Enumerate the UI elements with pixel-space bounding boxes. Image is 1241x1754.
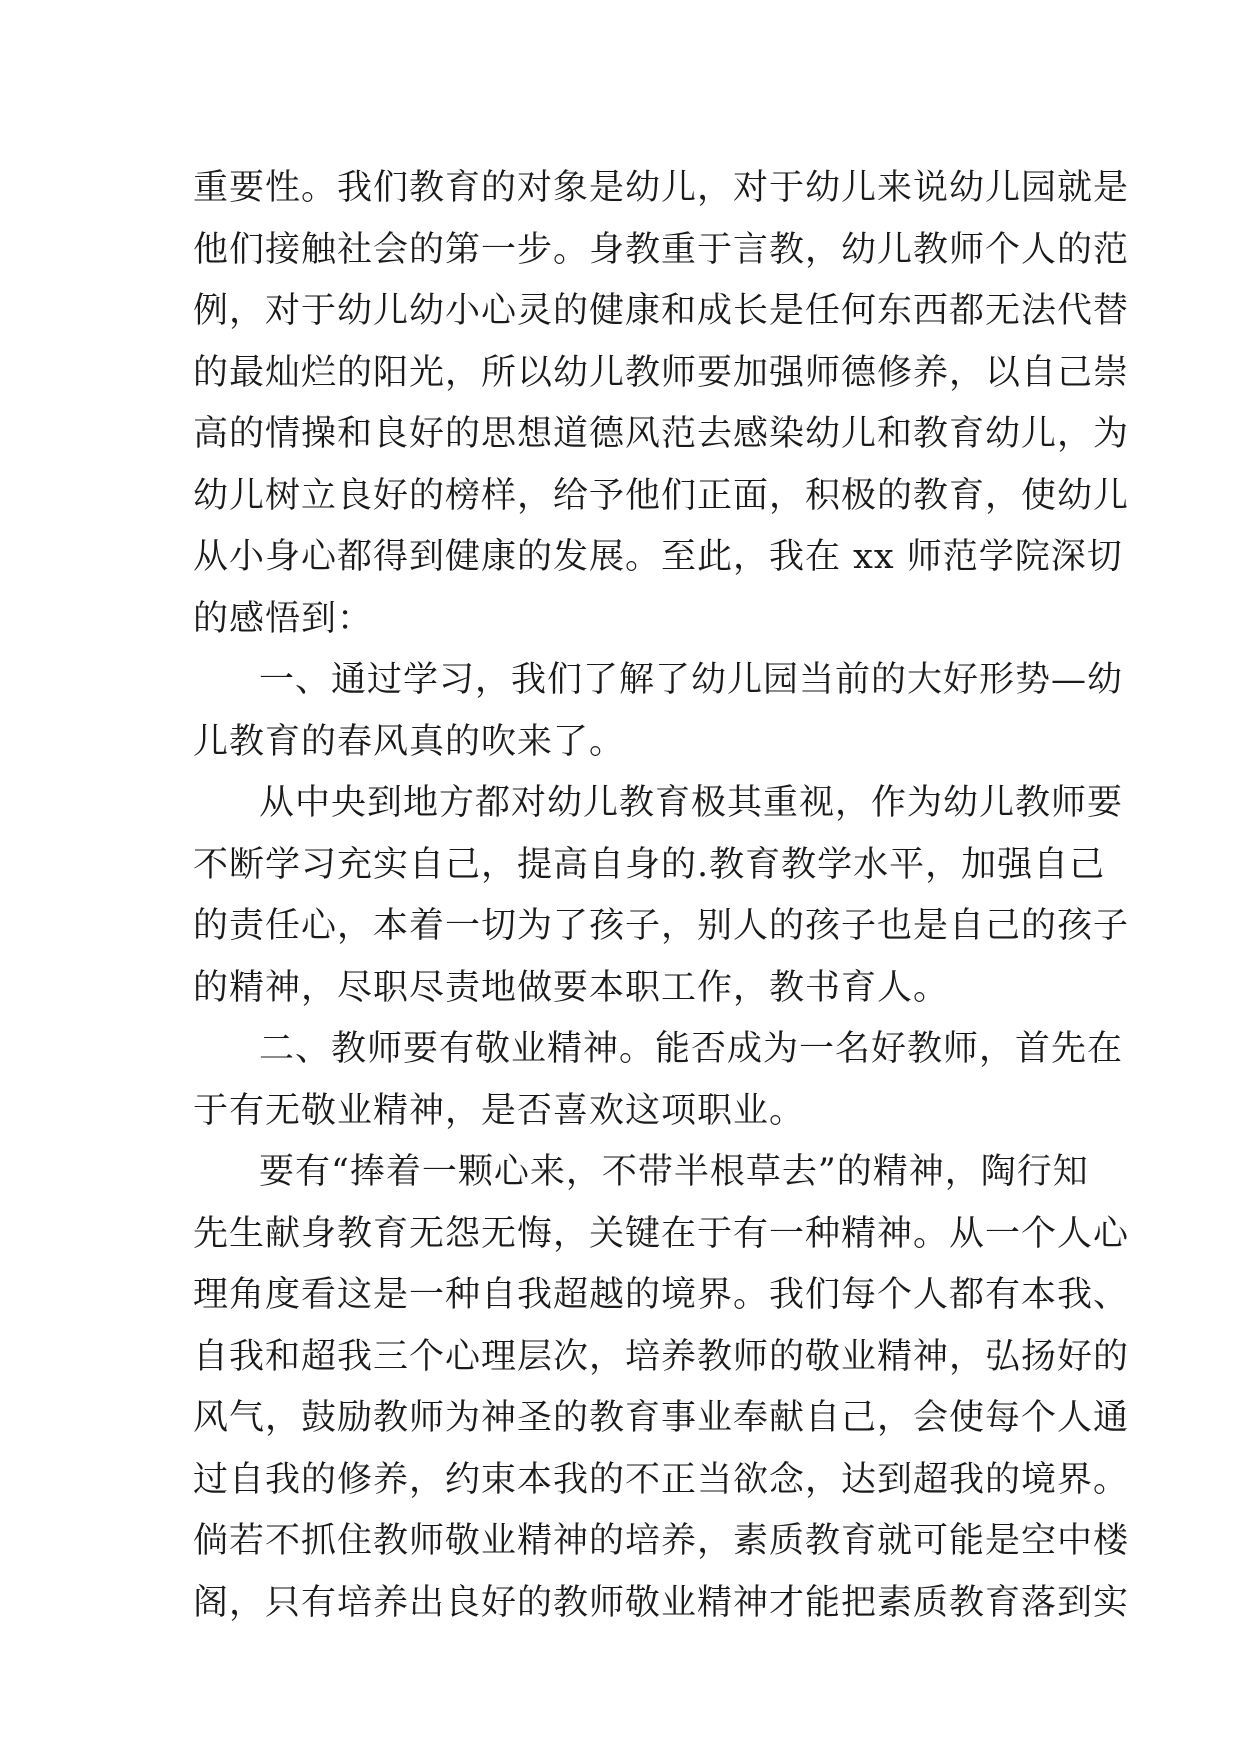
text-line: 的精神，尽职尽责地做要本职工作，教书育人。	[193, 967, 950, 1008]
text-line: 先生献身教育无怨无悔，关键在于有一种精神。从一个人心	[193, 1213, 1130, 1254]
text-line: 的最灿烂的阳光，所以幼儿教师要加强师德修养，以自己崇	[193, 352, 1130, 393]
text-line: 儿教育的春风真的吹来了。	[193, 721, 626, 762]
text-line: 一、通过学习，我们了解了幼儿园当前的大好形势—幼	[259, 660, 1124, 700]
text-line: 从中央到地方都对幼儿教育极其重视，作为幼儿教师要	[259, 783, 1124, 823]
text-line: 从小身心都得到健康的发展。至此，我在 xx 师范学院深切	[193, 537, 1123, 577]
text-line: 的责任心，本着一切为了孩子，别人的孩子也是自己的孩子	[193, 906, 1130, 946]
body-text	[193, 158, 1130, 1634]
text-line: 重要性。我们教育的对象是幼儿，对于幼儿来说幼儿园就是	[193, 168, 1130, 208]
text-line: 高的情操和良好的思想道德风范去感染幼儿和教育幼儿，为	[193, 414, 1130, 454]
text-line: 他们接触社会的第一步。身教重于言教，幼儿教师个人的范	[193, 229, 1130, 270]
text-line: 倘若不抓住教师敬业精神的培养，素质教育就可能是空中楼	[193, 1521, 1130, 1561]
text-line: 不断学习充实自己，提高自身的.教育教学水平，加强自己	[193, 844, 1106, 885]
text-line: 阁，只有培养出良好的教师敬业精神才能把素质教育落到实	[193, 1582, 1130, 1623]
text-line: 自我和超我三个心理层次，培养教师的敬业精神，弘扬好的	[193, 1336, 1130, 1377]
text-line: 幼儿树立良好的榜样，给予他们正面，积极的教育，使幼儿	[193, 475, 1130, 516]
text-line: 风气，鼓励教师为神圣的教育事业奉献自己，会使每个人通	[193, 1398, 1130, 1438]
text-line: 的感悟到：	[193, 598, 374, 639]
text-line: 要有“捧着一颗心来，不带半根草去”的精神，陶行知	[259, 1152, 1089, 1192]
text-line: 过自我的修养，约束本我的不正当欲念，达到超我的境界。	[193, 1459, 1130, 1500]
text-line: 例，对于幼儿幼小心灵的健康和成长是任何东西都无法代替	[193, 291, 1130, 331]
text-line: 理角度看这是一种自我超越的境界。我们每个人都有本我、	[193, 1275, 1130, 1315]
text-line: 二、教师要有敬业精神。能否成为一名好教师，首先在	[259, 1029, 1124, 1069]
text-line: 于有无敬业精神，是否喜欢这项职业。	[193, 1090, 806, 1131]
